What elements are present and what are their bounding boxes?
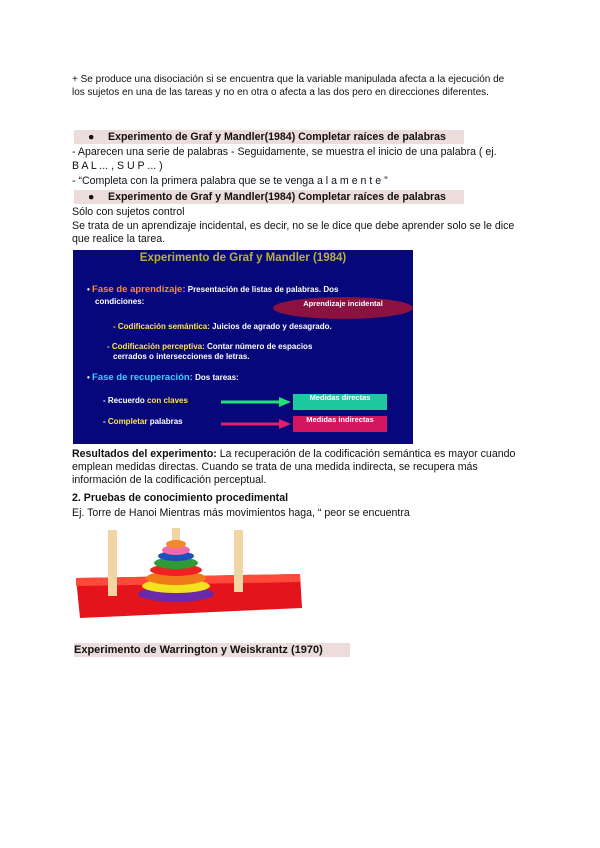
line-bal: B A L ... , S U P ... ) bbox=[72, 160, 163, 172]
line-solo: Sólo con sujetos control bbox=[72, 206, 185, 218]
completar-post: palabras bbox=[149, 417, 183, 426]
fase1-row bbox=[87, 284, 338, 295]
line-ej-hanoi: Ej. Torre de Hanoi Mientras más movimientos haga, “ peor se encuentra bbox=[72, 507, 410, 519]
fase2-text: Dos tareas: bbox=[195, 373, 239, 382]
fase1-label: Fase de aprendizaje: bbox=[92, 284, 186, 295]
condiciones: condiciones: bbox=[95, 297, 145, 306]
line-completa: - “Completa con la primera palabra que se te venga a l a m e n t e ” bbox=[72, 175, 388, 187]
cod-per-row bbox=[107, 342, 312, 351]
arrow-green-icon bbox=[221, 396, 291, 408]
bullet-dot: • bbox=[87, 373, 90, 382]
cod-sem-text: Juicios de agrado y desagrado. bbox=[212, 322, 332, 331]
oval-incidental: Aprendizaje incidental bbox=[273, 297, 413, 319]
heading-pruebas: 2. Pruebas de conocimiento procedimental bbox=[72, 492, 289, 504]
recuerdo-row bbox=[103, 396, 188, 405]
resultados-text: La recuperación de la codificación semántica es mayor cuando emplean medidas directas. Cuando se trata de una medida indirecta, se recupera más información de la codificación perceptual. bbox=[72, 448, 516, 486]
line-trata: Se trata de un aprendizaje incidental, es decir, no se le dice que debe aprender solo se le dice que realice la tarea. bbox=[72, 220, 515, 245]
cod-sem-row bbox=[113, 322, 332, 331]
cod-sem-label: - Codificación semántica: bbox=[113, 322, 210, 331]
resultados-label: Resultados del experimento: bbox=[72, 448, 217, 460]
recuerdo-pre: - Recuerdo bbox=[103, 396, 145, 405]
fase2-label: Fase de recuperación: bbox=[92, 372, 193, 383]
tower-of-hanoi-image bbox=[72, 524, 304, 624]
bullet-dot: • bbox=[87, 285, 90, 294]
cod-per-text2: cerrados o intersecciones de letras. bbox=[113, 352, 250, 361]
bullet-graf-mandler-1 bbox=[74, 130, 464, 144]
bullet-text: Experimento de Graf y Mandler(1984) Completar raíces de palabras bbox=[108, 131, 446, 143]
slide-title: Experimento de Graf y Mandler (1984) bbox=[139, 252, 347, 264]
bullet-graf-mandler-2 bbox=[74, 190, 464, 204]
cod-per-text: Contar número de espacios bbox=[207, 342, 313, 351]
arrow-pink-icon bbox=[221, 418, 291, 430]
cod-per-label: - Codificación perceptiva: bbox=[107, 342, 205, 351]
recuerdo-hl: con claves bbox=[147, 396, 188, 405]
bullet-dot: ● bbox=[88, 131, 95, 143]
heading-warrington: Experimento de Warrington y Weiskrantz (1970) bbox=[74, 643, 350, 657]
resultados-paragraph bbox=[72, 448, 522, 487]
completar-hl: Completar bbox=[107, 417, 148, 426]
fase1-text: Presentación de listas de palabras. Dos bbox=[187, 285, 339, 294]
completar-row bbox=[103, 417, 183, 426]
bullet-text: Experimento de Graf y Mandler(1984) Completar raíces de palabras bbox=[108, 191, 446, 203]
line-aparecen: - Aparecen una serie de palabras - Seguidamente, se muestra el inicio de una palabra ( ej. bbox=[72, 146, 497, 158]
box-medidas-indirectas: Medidas indirectas bbox=[293, 416, 387, 432]
paragraph-dissociation: + Se produce una disociación si se encuentra que la variable manipulada afecta a la ejecución de los sujetos en una de las tareas y no en otra o afecta a las dos pero en direcciones diferentes. bbox=[72, 74, 505, 98]
box-medidas-directas: Medidas directas bbox=[293, 394, 387, 410]
slide-image bbox=[73, 250, 413, 444]
completar-pre: - bbox=[103, 417, 106, 426]
fase2-row bbox=[87, 372, 239, 383]
bullet-dot: ● bbox=[88, 191, 95, 203]
